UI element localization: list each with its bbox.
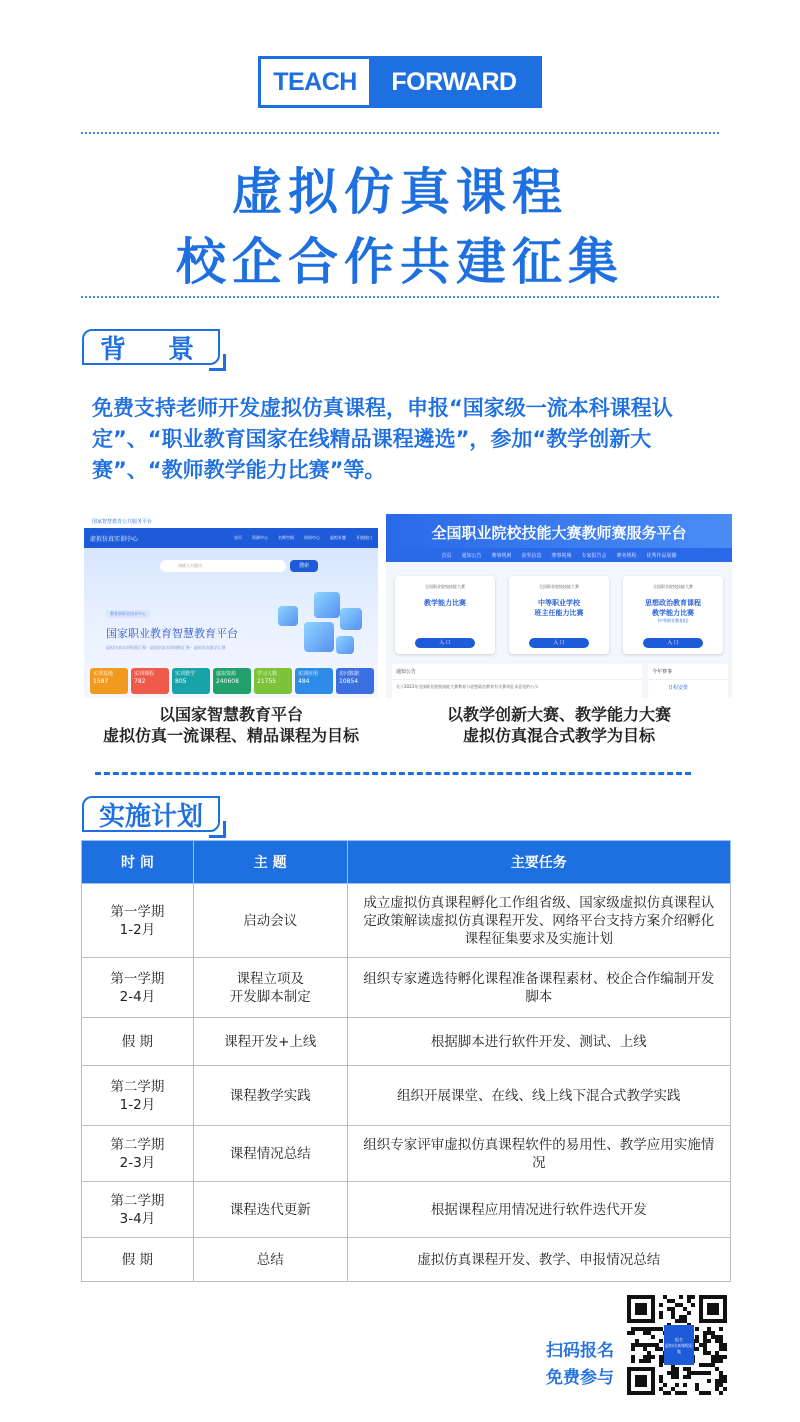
stat-value: 1587: [93, 678, 109, 685]
table-row: [82, 958, 731, 1018]
left-caption-line1: 以国家智慧教育平台: [158, 705, 303, 724]
platform-stats-row: [90, 668, 374, 694]
main-title-line2: 校企合作共建征集: [176, 233, 624, 291]
cell-task: 成立虚拟仿真课程孵化工作组省级、国家级虚拟仿真课程认定政策解读虚拟仿真课程开发、网络平台支持方案介绍孵化课程征集要求及实施计划: [347, 884, 730, 958]
card-org: 全国职业院校技能大赛: [653, 584, 693, 589]
platform-stat-tile: [131, 668, 169, 694]
platform-stat-tile: [90, 668, 128, 694]
platform-stat-tile: [172, 668, 210, 694]
smart-education-platform-screenshot: [84, 514, 378, 698]
table-row: [82, 1238, 731, 1282]
competition-nav-link: 优秀作品展播: [646, 552, 677, 559]
stat-label: 访问数据: [339, 671, 360, 677]
platform-hero-badge: 教育部职业技术中心: [106, 610, 150, 618]
signup-qr-code[interactable]: [627, 1295, 727, 1395]
competition-nav-link: 获奖信息: [521, 552, 542, 559]
stat-value: 782: [134, 678, 146, 685]
platform-site-name: 虚拟仿真实训中心: [90, 535, 139, 543]
header-task: 主要任务: [347, 841, 730, 884]
card-name: 中等职业学校 班主任能力比赛: [534, 599, 584, 617]
cell-topic: 启动会议: [193, 884, 347, 958]
cell-task: 根据课程应用情况进行软件迭代开发: [347, 1182, 730, 1238]
competition-card: [623, 576, 723, 654]
competition-nav-link: 赛务规程: [616, 552, 637, 559]
platform-nav-link: 名师空间: [278, 535, 294, 540]
cell-task: 组织专家评审虚拟仿真课程软件的易用性、教学应用实施情况: [347, 1126, 730, 1182]
cell-topic: 课程情况总结: [193, 1126, 347, 1182]
platform-hero-subtitle: 虚拟仿真实训资源汇聚 · 虚拟仿真实训课程汇聚 · 虚拟仿真教学汇聚: [106, 645, 226, 650]
stat-value: 10854: [339, 678, 359, 685]
competition-nav-link: 专家报告会: [581, 552, 607, 559]
stat-value: 240608: [216, 678, 239, 685]
stat-value: 805: [175, 678, 187, 685]
card-entry-button: 入 口: [643, 638, 703, 648]
platform-stat-tile: [213, 668, 251, 694]
table-row: [82, 1126, 731, 1182]
header-time: 时 间: [82, 841, 194, 884]
card-name: 思想政治教育课程 教学能力比赛: [645, 599, 701, 617]
logo-text-right: FORWARD: [369, 59, 539, 105]
stat-label: 实训课程: [134, 671, 155, 677]
platform-nav-links: [234, 535, 372, 541]
dashed-divider: [95, 772, 691, 775]
card-org: 全国职业院校技能大赛: [539, 584, 579, 589]
header-topic: 主 题: [193, 841, 347, 884]
plan-section-tag: 实施计划: [82, 796, 220, 832]
cell-time: 假 期: [82, 1018, 194, 1066]
cell-task: 根据脚本进行软件开发、测试、上线: [347, 1018, 730, 1066]
platform-nav-link: 首页: [234, 535, 242, 540]
qr-text-line2: 免费参与: [546, 1368, 614, 1388]
cell-time: 第二学期 3-4月: [82, 1182, 194, 1238]
logo-text-left: TEACH: [261, 59, 369, 105]
platform-stat-tile: [295, 668, 333, 694]
competition-side-panel: [648, 664, 728, 698]
cell-time: 假 期: [82, 1238, 194, 1282]
background-paragraph: 免费支持老师开发虚拟仿真课程，申报“国家级一流本科课程认定”、“职业教育国家在线精品课程遴选”，参加“教学创新大赛”、“教师教学能力比赛”等。: [92, 396, 673, 482]
competition-nav-link: 通知公告: [461, 552, 482, 559]
notice-item: 关于2023年全国职业院校技能大赛教育与思想政治教育有关赛项征求意见的公示: [396, 684, 539, 689]
card-name: 教学能力比赛: [424, 599, 466, 607]
platform-hero-illustration: [274, 588, 370, 664]
platform-nav-link: 虚拟专题: [330, 535, 346, 540]
stat-label: 实训应用: [298, 671, 319, 677]
notice-panel-title: 通知公告: [392, 664, 642, 680]
qr-center-label: 报名 虚拟仿真课程征集: [664, 1325, 694, 1365]
card-entry-button: 入 口: [529, 638, 589, 648]
right-caption: [386, 704, 732, 746]
background-section-tag: 背 景: [82, 329, 220, 365]
stat-label: 实训基地: [93, 671, 114, 677]
card-subtitle: (中等职业教育组): [657, 618, 689, 623]
cell-topic: 课程立项及 开发脚本制定: [193, 958, 347, 1018]
stat-label: 学习人数: [257, 671, 278, 677]
cell-topic: 课程开发+上线: [193, 1018, 347, 1066]
competition-notice-panel: [392, 664, 642, 698]
table-row: [82, 1066, 731, 1126]
dotted-divider-top: [80, 131, 720, 135]
competition-platform-nav: [386, 548, 732, 562]
stat-label: 实训教学: [175, 671, 196, 677]
table-row: [82, 884, 731, 958]
competition-nav-link: 赛事视频: [551, 552, 572, 559]
card-org: 全国职业院校技能大赛: [425, 584, 465, 589]
competition-nav-link: 赛事规则: [491, 552, 512, 559]
platform-nav-link: 资源中心: [252, 535, 268, 540]
cell-task: 组织开展课堂、在线、线上线下混合式教学实践: [347, 1066, 730, 1126]
implementation-plan-table: [81, 840, 731, 1282]
cell-task: 组织专家遴选待孵化课程准备课程素材、校企合作编制开发脚本: [347, 958, 730, 1018]
table-row: [82, 1018, 731, 1066]
platform-stat-tile: [254, 668, 292, 694]
left-caption: [84, 704, 378, 746]
competition-nav-link: 首页: [441, 552, 452, 559]
card-entry-button: 入 口: [415, 638, 475, 648]
cell-topic: 课程教学实践: [193, 1066, 347, 1126]
side-panel-item: 日程安排: [668, 685, 689, 691]
cell-time: 第一学期 1-2月: [82, 884, 194, 958]
cell-time: 第二学期 1-2月: [82, 1066, 194, 1126]
main-title-line1: 虚拟仿真课程: [232, 163, 568, 221]
competition-card: [395, 576, 495, 654]
cell-task: 虚拟仿真课程开发、教学、申报情况总结: [347, 1238, 730, 1282]
platform-nav-link: 培训中心: [304, 535, 320, 540]
stat-label: 虚拟资源: [216, 671, 237, 677]
right-caption-line1: 以教学创新大赛、教学能力大赛: [446, 705, 671, 724]
platform-search-input: 请输入关键词: [160, 560, 286, 572]
table-header-row: [82, 841, 731, 884]
qr-text-line1: 扫码报名: [546, 1341, 614, 1361]
platform-hero-title: 国家职业教育智慧教育平台: [106, 627, 238, 640]
cell-topic: 总结: [193, 1238, 347, 1282]
platform-hero: [106, 600, 296, 651]
platform-search-button: 搜索: [290, 560, 318, 572]
dotted-divider-bottom: [80, 295, 720, 299]
side-panel-title: 今年赛事: [648, 664, 728, 680]
competition-platform-title: 全国职业院校技能大赛教师赛服务平台: [386, 514, 732, 562]
qr-call-to-action: [546, 1338, 614, 1392]
platform-top-label: 国家智慧教育公共服务平台: [84, 514, 378, 528]
stat-value: 21755: [257, 678, 277, 685]
teach-forward-logo: [258, 56, 542, 108]
competition-cards: [386, 576, 732, 654]
cell-time: 第一学期 2-4月: [82, 958, 194, 1018]
left-caption-line2: 虚拟仿真一流课程、精品课程为目标: [102, 726, 359, 745]
platform-stat-tile: [336, 668, 374, 694]
skills-competition-platform-screenshot: [386, 514, 732, 698]
stat-value: 484: [298, 678, 310, 685]
cell-topic: 课程迭代更新: [193, 1182, 347, 1238]
platform-navbar: [84, 528, 378, 548]
table-row: [82, 1182, 731, 1238]
competition-card: [509, 576, 609, 654]
right-caption-line2: 虚拟仿真混合式教学为目标: [462, 726, 655, 745]
cell-time: 第二学期 2-3月: [82, 1126, 194, 1182]
platform-nav-link: 开放接口: [356, 535, 372, 540]
